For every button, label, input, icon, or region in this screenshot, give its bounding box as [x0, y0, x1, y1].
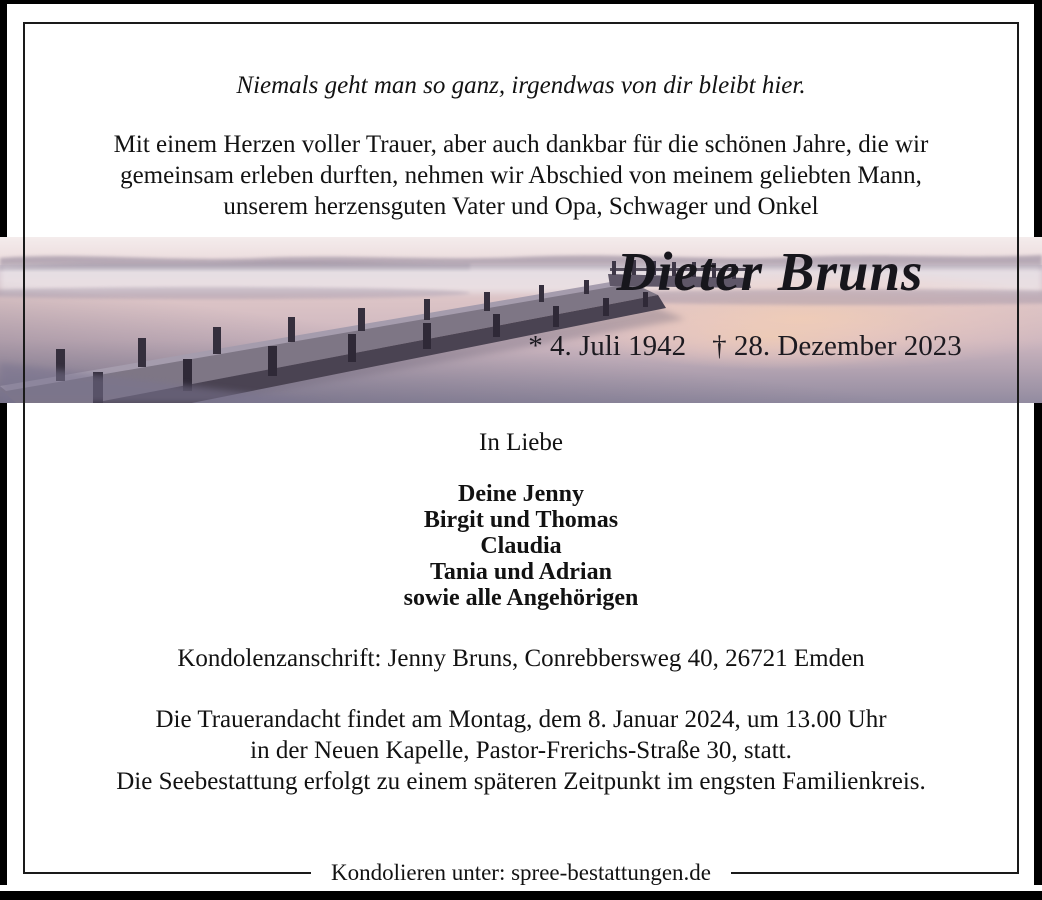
service-line: Die Seebestattung erfolgt zu einem späteren Zeitpunkt im engsten Familienkreis.	[116, 768, 926, 795]
outer-frame-top	[0, 0, 1042, 4]
intro-line: gemeinsam erleben durften, nehmen wir Abschied von meinem geliebten Mann,	[120, 162, 922, 189]
mourner-line: Claudia	[480, 533, 562, 559]
mourner-line: Tania und Adrian	[430, 559, 612, 585]
outer-frame-left	[0, 0, 7, 885]
intro-paragraph	[23, 129, 1019, 222]
mourner-line: sowie alle Angehörigen	[403, 585, 639, 611]
condolence-address: Kondolenzanschrift: Jenny Bruns, Conrebbersweg 40, 26721 Emden	[177, 645, 865, 672]
deceased-name: Dieter Bruns	[616, 241, 924, 302]
mourners-list	[23, 481, 1019, 611]
death-date: † 28. Dezember 2023	[712, 330, 962, 362]
service-line: Die Trauerandacht findet am Montag, dem 8. Januar 2024, um 13.00 Uhr	[155, 706, 887, 733]
intro-line: unserem herzensguten Vater und Opa, Schwager und Onkel	[223, 193, 819, 220]
memorial-quote: Niemals geht man so ganz, irgendwas von dir bleibt hier.	[236, 72, 806, 99]
outer-frame-right	[1034, 0, 1042, 885]
life-dates	[425, 330, 1042, 363]
condolence-website: Kondolieren unter: spree-bestattungen.de	[311, 858, 731, 888]
closing-phrase: In Liebe	[479, 429, 563, 456]
outer-frame-bottom	[0, 891, 1042, 900]
service-line: in der Neuen Kapelle, Pastor-Frerichs-Straße 30, statt.	[250, 737, 792, 764]
footer-strip	[23, 858, 1019, 888]
birth-date: * 4. Juli 1942	[528, 330, 687, 362]
intro-line: Mit einem Herzen voller Trauer, aber auch dankbar für die schönen Jahre, die wir	[113, 131, 929, 158]
card-border-top	[23, 22, 1019, 24]
service-info	[23, 704, 1019, 797]
mourner-line: Deine Jenny	[458, 481, 584, 507]
mourner-line: Birgit und Thomas	[423, 507, 619, 533]
